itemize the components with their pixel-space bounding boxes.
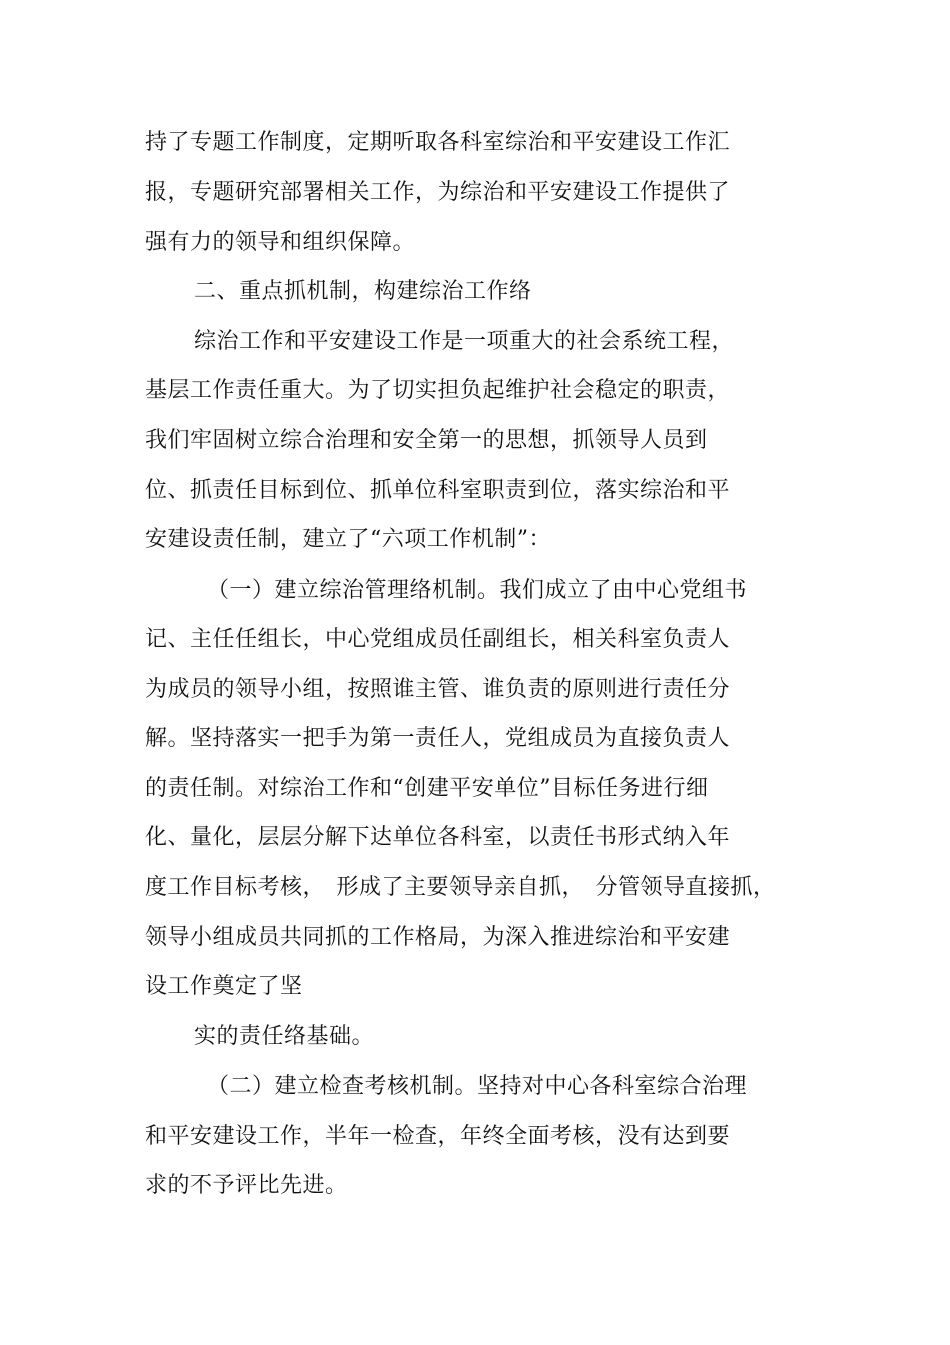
- text-line: 位、抓责任目标到位、抓单位科室职责到位，落实综治和平: [145, 478, 731, 503]
- text-line: 和平安建设工作，半年一检查，年终全面考核，没有达到要: [145, 1124, 731, 1149]
- text-line: 强有力的领导和组织保障。: [145, 230, 416, 255]
- text-line: 持了专题工作制度，定期听取各科室综治和平安建设工作汇: [145, 130, 731, 155]
- text-line: 实的责任络基础。: [194, 1024, 375, 1049]
- text-line: 我们牢固树立综合治理和安全第一的思想，抓领导人员到: [145, 428, 708, 453]
- text-line: 安建设责任制，建立了“六项工作机制”：: [145, 527, 551, 552]
- text-line: 领导小组成员共同抓的工作格局，为深入推进综治和平安建: [145, 925, 731, 950]
- text-line: 综治工作和平安建设工作是一项重大的社会系统工程，: [194, 329, 735, 354]
- text-line: 报，专题研究部署相关工作，为综治和平安建设工作提供了: [145, 180, 731, 205]
- text-line: （二）建立检查考核机制。坚持对中心各科室综合治理: [207, 1074, 748, 1099]
- text-line: 化、量化，层层分解下达单位各科室，以责任书形式纳入年: [145, 825, 731, 850]
- section-heading: 二、重点抓机制，构建综治工作络: [194, 279, 532, 304]
- text-line: 解。坚持落实一把手为第一责任人，党组成员为直接负责人: [145, 726, 731, 751]
- text-line: （一）建立综治管理络机制。我们成立了由中心党组书: [207, 578, 748, 603]
- text-line: 记、主任任组长，中心党组成员任副组长，相关科室负责人: [145, 627, 731, 652]
- text-line: 设工作奠定了坚: [145, 974, 303, 999]
- text-line: 求的不予评比先进。: [145, 1173, 348, 1198]
- text-line: 的责任制。对综治工作和“创建平安单位”目标任务进行细: [145, 776, 709, 801]
- text-line: 为成员的领导小组，按照谁主管、谁负责的原则进行责任分: [145, 677, 731, 702]
- text-line: 基层工作责任重大。为了切实担负起维护社会稳定的职责，: [145, 378, 731, 403]
- text-line: 度工作目标考核， 形成了主要领导亲自抓， 分管领导直接抓，: [145, 875, 776, 900]
